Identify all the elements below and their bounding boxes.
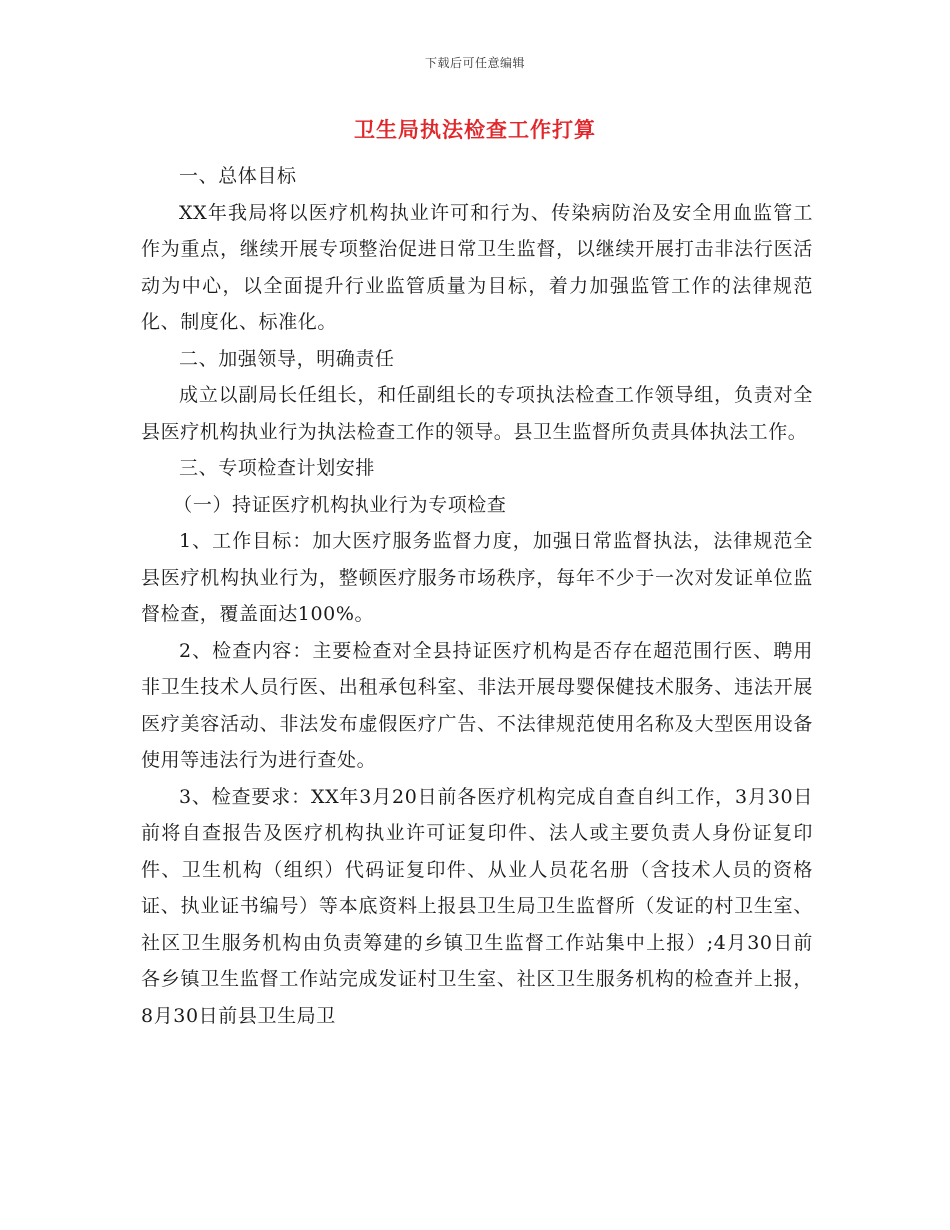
subsection-heading: （一）持证医疗机构执业行为专项检查 <box>173 493 507 516</box>
section-heading: 二、加强领导，明确责任 <box>179 347 395 370</box>
paragraph: 3、检查要求：XX年3月20日前各医疗机构完成自查自纠工作，3月30日前将自查报告及医疗机构执业许可证复印件、法人或主要负责人身份证复印件、卫生机构（组织）代码证复印件、从业人员花名册（含技术人员的资格证、执业证书编号）等本底资料上报县卫生局卫生监督所（发证的村卫生室、社区卫生服务机构由负责筹建的乡镇卫生监督工作站集中上报）;4月30日前各乡镇卫生监督工作站完成发证村卫生室、社区卫生服务机构的检查并上报，8月30日前县卫生局卫 <box>141 785 813 1027</box>
paragraph: 成立以副局长任组长，和任副组长的专项执法检查工作领导组，负责对全县医疗机构执业行为执法检查工作的领导。县卫生监督所负责具体执法工作。 <box>141 384 813 443</box>
paragraph: 1、工作目标：加大医疗服务监督力度，加强日常监督执法，法律规范全县医疗机构执业行为，整顿医疗服务市场秩序，每年不少于一次对发证单位监督检查，覆盖面达100%。 <box>141 530 813 625</box>
section-heading: 一、总体目标 <box>179 165 297 187</box>
document-title: 卫生局执法检查工作打算 <box>354 117 596 142</box>
paragraph: 2、检查内容：主要检查对全县持证医疗机构是否存在超范围行医、聘用非卫生技术人员行医、出租承包科室、非法开展母婴保健技术服务、违法开展医疗美容活动、非法发布虚假医疗广告、不法律规范使用名称及大型医用设备使用等违法行为进行查处。 <box>141 639 813 771</box>
document-body <box>141 158 813 1034</box>
paragraph: XX年我局将以医疗机构执业许可和行为、传染病防治及安全用血监管工作为重点，继续开展专项整治促进日常卫生监督，以继续开展打击非法行医活动为中心，以全面提升行业监管质量为目标，着力加强监管工作的法律规范化、制度化、标准化。 <box>141 201 813 333</box>
header-note: 下载后可任意编辑 <box>424 56 525 70</box>
section-heading: 三、专项检查计划安排 <box>179 457 376 479</box>
